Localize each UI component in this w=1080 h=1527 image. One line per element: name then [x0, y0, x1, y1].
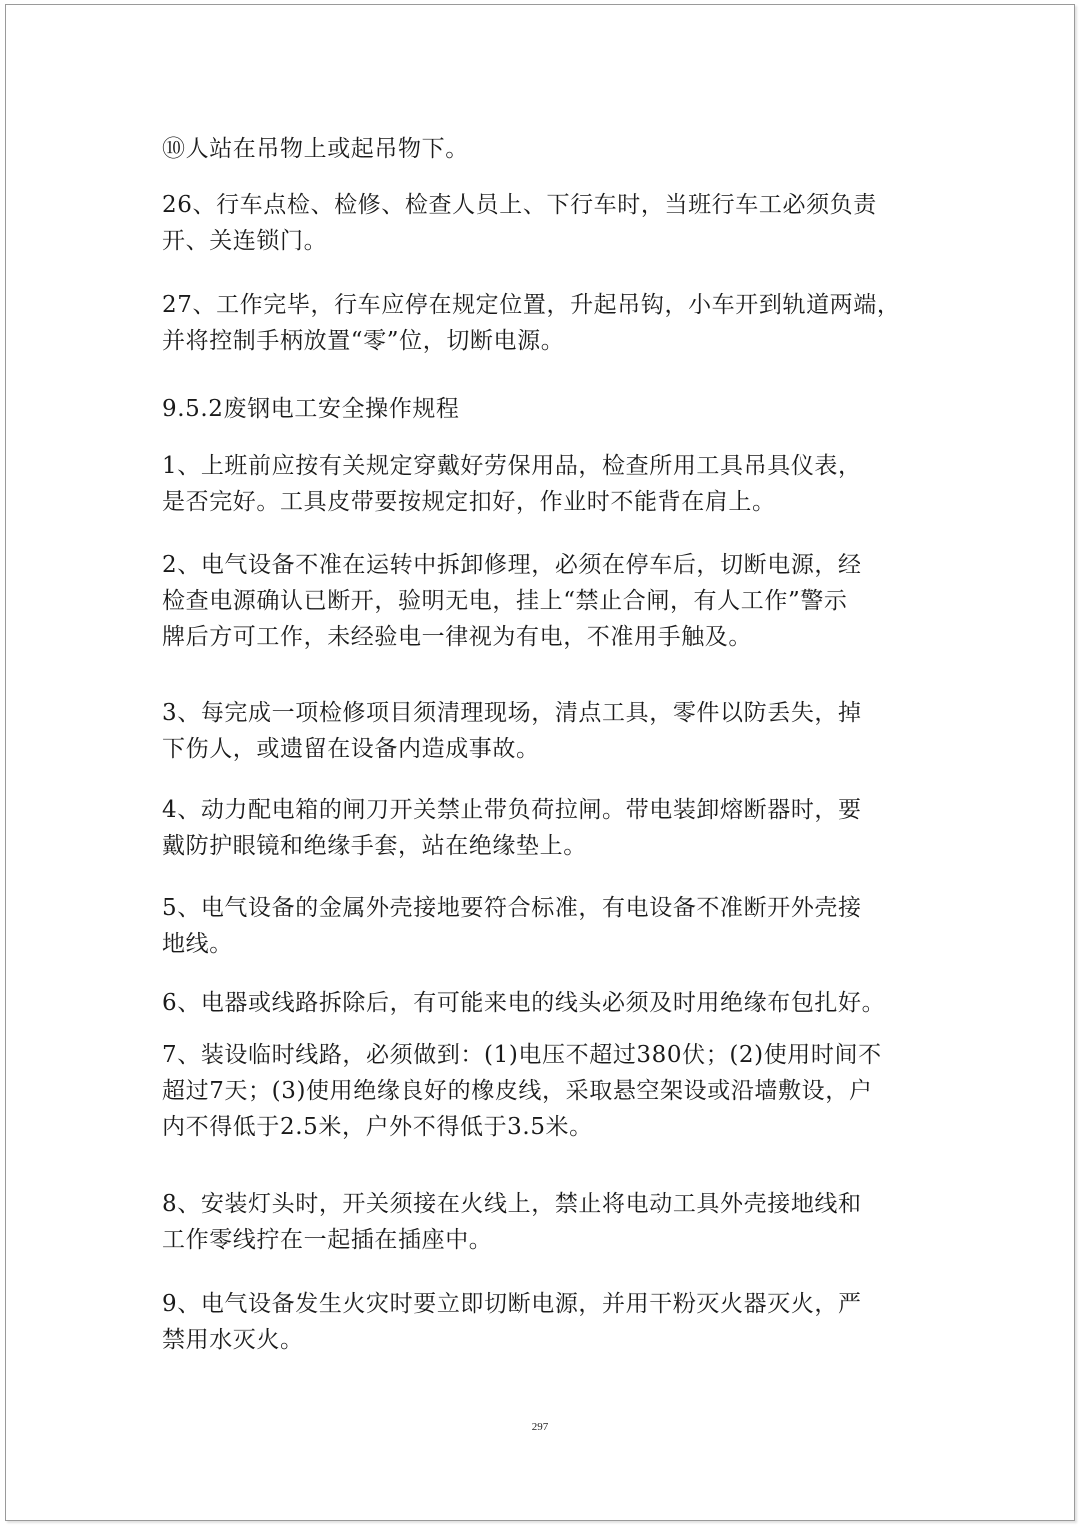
text-line: 内不得低于2.5米，户外不得低于3.5米。 — [162, 1114, 593, 1140]
rule-4 — [162, 792, 922, 864]
text-line: 26、行车点检、检修、检查人员上、下行车时，当班行车工必须负责 — [162, 192, 877, 218]
rule-6 — [162, 985, 922, 1021]
text-line: 戴防护眼镜和绝缘手套，站在绝缘垫上。 — [162, 833, 587, 859]
text-line: 5、电气设备的金属外壳接地要符合标准，有电设备不准断开外壳接 — [162, 895, 862, 921]
rule-7 — [162, 1037, 922, 1145]
item-10 — [162, 131, 922, 167]
rule-8 — [162, 1186, 922, 1258]
text-line: 工作零线拧在一起插在插座中。 — [162, 1227, 493, 1253]
item-26 — [162, 187, 922, 259]
text-line: 牌后方可工作，未经验电一律视为有电，不准用手触及。 — [162, 624, 752, 650]
text-line: ⑩人站在吊物上或起吊物下。 — [162, 136, 469, 162]
rule-2 — [162, 547, 922, 655]
item-27 — [162, 287, 922, 359]
text-line: 27、工作完毕，行车应停在规定位置，升起吊钩，小车开到轨道两端， — [162, 292, 901, 318]
text-line: 超过7天；(3)使用绝缘良好的橡皮线，采取悬空架设或沿墙敷设，户 — [162, 1078, 873, 1104]
text-line: 地线。 — [162, 931, 233, 957]
section-heading — [162, 391, 922, 427]
text-line: 下伤人，或遗留在设备内造成事故。 — [162, 736, 540, 762]
text-line: 2、电气设备不准在运转中拆卸修理，必须在停车后，切断电源，经 — [162, 552, 862, 578]
text-line: 7、装设临时线路，必须做到：(1)电压不超过380伏；(2)使用时间不 — [162, 1042, 882, 1068]
text-line: 1、上班前应按有关规定穿戴好劳保用品，检查所用工具吊具仪表， — [162, 453, 862, 479]
text-line: 禁用水灭火。 — [162, 1327, 304, 1353]
text-line: 3、每完成一项检修项目须清理现场，清点工具，零件以防丢失，掉 — [162, 700, 862, 726]
text-line: 检查电源确认已断开，验明无电，挂上“禁止合闸，有人工作”警示 — [162, 588, 848, 614]
rule-3 — [162, 695, 922, 767]
rule-1 — [162, 448, 922, 520]
text-line: 8、安装灯头时，开关须接在火线上，禁止将电动工具外壳接地线和 — [162, 1191, 862, 1217]
section-heading-text: 9.5.2废钢电工安全操作规程 — [162, 396, 460, 422]
text-line: 并将控制手柄放置“零”位，切断电源。 — [162, 328, 565, 354]
text-line: 4、动力配电箱的闸刀开关禁止带负荷拉闸。带电装卸熔断器时，要 — [162, 797, 862, 823]
text-line: 是否完好。工具皮带要按规定扣好，作业时不能背在肩上。 — [162, 489, 776, 515]
rule-9 — [162, 1286, 922, 1358]
text-line: 9、电气设备发生火灾时要立即切断电源，并用干粉灭火器灭火，严 — [162, 1291, 862, 1317]
rule-5 — [162, 890, 922, 962]
text-line: 开、关连锁门。 — [162, 228, 328, 254]
text-line: 6、电器或线路拆除后，有可能来电的线头必须及时用绝缘布包扎好。 — [162, 990, 886, 1016]
page-number: 297 — [531, 1421, 549, 1433]
